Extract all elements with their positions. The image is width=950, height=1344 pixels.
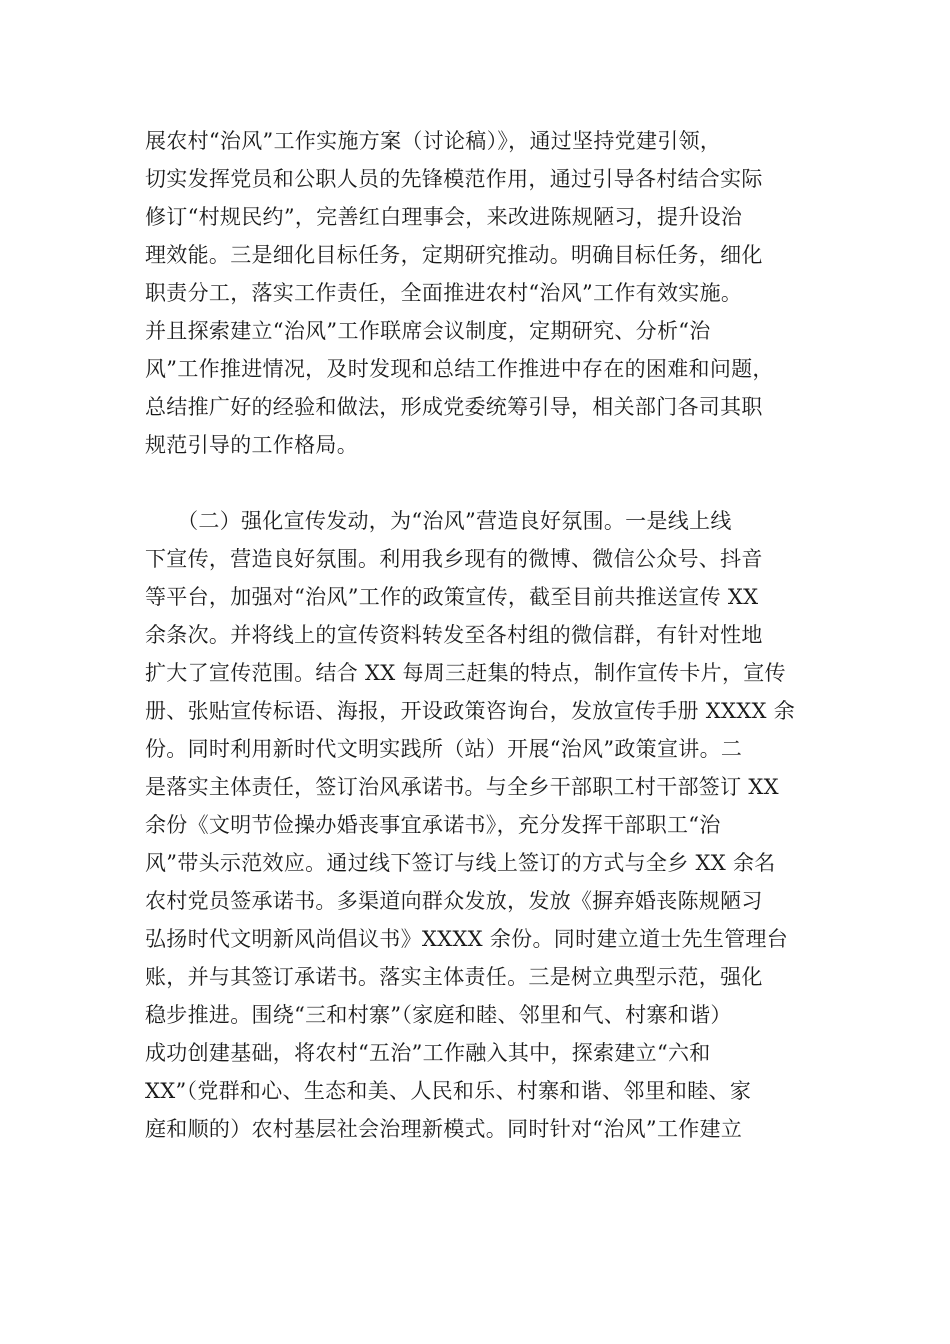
text-line: 并且探索建立“治风”工作联席会议制度，定期研究、分析“治 (145, 319, 711, 343)
text-line: 规范引导的工作格局。 (145, 433, 358, 457)
text-line: XX”（党群和心、生态和美、人民和乐、村寨和谐、邻里和睦、家 (145, 1079, 752, 1103)
text-line: 余份《文明节俭操办婚丧事宜承诺书》，充分发挥干部职工“治 (145, 813, 721, 837)
text-line: 切实发挥党员和公职人员的先锋模范作用，通过引导各村结合实际 (145, 167, 763, 191)
text-line: 等平台，加强对“治风”工作的政策宣传，截至目前共推送宣传 XX (145, 585, 759, 609)
text-line: 风”工作推进情况，及时发现和总结工作推进中存在的困难和问题， (145, 357, 774, 381)
text-line: 农村党员签承诺书。多渠道向群众发放，发放《摒弃婚丧陈规陋习 (145, 889, 763, 913)
text-line: 成功创建基础，将农村“五治”工作融入其中，探索建立“六和 (145, 1041, 711, 1065)
text-line: 风”带头示范效应。通过线下签订与线上签订的方式与全乡 XX 余名 (145, 851, 776, 875)
text-line: 职责分工，落实工作责任，全面推进农村“治风”工作有效实施。 (145, 281, 743, 305)
text-line: 修订“村规民约”，完善红白理事会，来改进陈规陋习，提升设治 (145, 205, 743, 229)
text-line: 份。同时利用新时代文明实践所（站）开展“治风”政策宣讲。二 (145, 737, 743, 761)
text-line: 扩大了宣传范围。结合 XX 每周三赶集的特点，制作宣传卡片，宣传 (145, 661, 786, 685)
text-line: 展农村“治风”工作实施方案（讨论稿）》，通过坚持党建引领， (145, 129, 722, 153)
text-line: （二）强化宣传发动，为“治风”营造良好氛围。一是线上线 (145, 509, 732, 533)
text-line: 是落实主体责任，签订治风承诺书。与全乡干部职工村干部签订 XX (145, 775, 779, 799)
text-line: 总结推广好的经验和做法，形成党委统筹引导，相关部门各司其职 (145, 395, 763, 419)
text-line: 理效能。三是细化目标任务，定期研究推动。明确目标任务，细化 (145, 243, 763, 267)
text-line: 余条次。并将线上的宣传资料转发至各村组的微信群，有针对性地 (145, 623, 763, 647)
text-line: 弘扬时代文明新风尚倡议书》XXXX 余份。同时建立道士先生管理台 (145, 927, 789, 951)
text-line: 账，并与其签订承诺书。落实主体责任。三是树立典型示范，强化 (145, 965, 763, 989)
text-line: 下宣传，营造良好氛围。利用我乡现有的微博、微信公众号、抖音 (145, 547, 763, 571)
text-line: 庭和顺的）农村基层社会治理新模式。同时针对“治风”工作建立 (145, 1117, 743, 1141)
text-line: 册、张贴宣传标语、海报，开设政策咨询台，发放宣传手册 XXXX 余 (145, 699, 796, 723)
text-line: 稳步推进。围绕“三和村寨”（家庭和睦、邻里和气、村寨和谐） (145, 1003, 732, 1027)
